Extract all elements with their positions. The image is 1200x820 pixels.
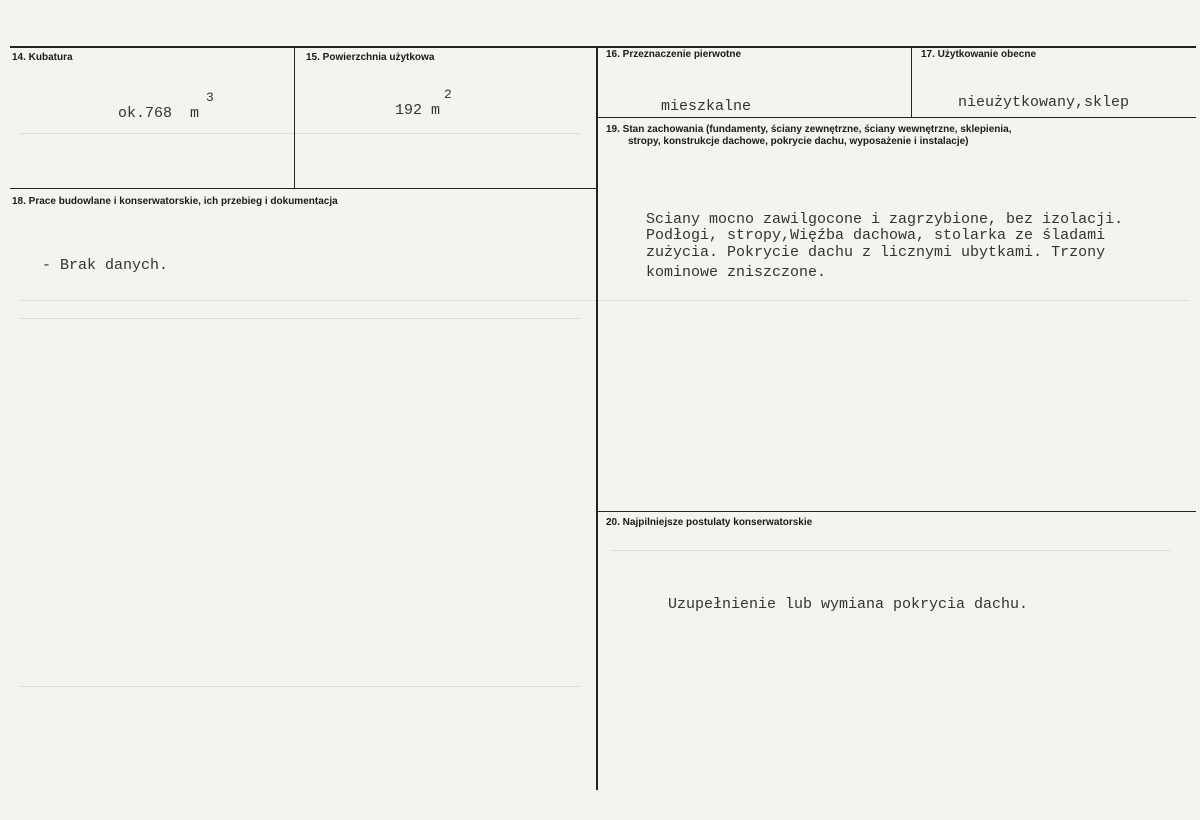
field-15-label: 15. Powierzchnia użytkowa — [306, 52, 435, 63]
show-through-line — [20, 300, 1190, 301]
field-18-label: 18. Prace budowlane i konserwatorskie, ich przebieg i dokumentacja — [12, 196, 338, 207]
show-through-line — [610, 550, 1170, 551]
show-through-line — [20, 133, 580, 134]
field-14-label: 14. Kubatura — [12, 52, 73, 63]
row-divider-right-bottom — [598, 511, 1196, 512]
field-17-label: 17. Użytkowanie obecne — [921, 49, 1037, 60]
field-14-value: ok.768 m — [118, 105, 200, 122]
row-divider-right-top — [598, 117, 1196, 118]
field-16-value: mieszkalne — [661, 98, 752, 115]
field-18-value: - Brak danych. — [42, 257, 169, 274]
field-17-value: nieużytkowany,sklep — [958, 94, 1130, 111]
field-16-label: 16. Przeznaczenie pierwotne — [606, 49, 742, 60]
show-through-line — [20, 318, 580, 319]
field-20-label: 20. Najpilniejsze postulaty konserwatorskie — [606, 517, 813, 528]
field-19-label-line2: stropy, konstrukcje dachowe, pokrycie dachu, wyposażenie i instalacje) — [628, 136, 969, 147]
field-19-line-1: Sciany mocno zawilgocone i zagrzybione, bez izolacji. — [646, 211, 1124, 228]
field-19-line-4: kominowe zniszczone. — [646, 264, 827, 281]
divider-16-17 — [911, 46, 912, 117]
row-divider-left — [10, 188, 596, 189]
field-19-line-2: Podłogi, stropy,Więźba dachowa, stolarka ze śladami — [646, 227, 1106, 244]
center-divider — [596, 46, 598, 790]
field-19-label-line1: 19. Stan zachowania (fundamenty, ściany zewnętrzne, ściany wewnętrzne, sklepienia, — [606, 124, 1012, 135]
field-15-value: 192 m — [395, 102, 441, 119]
field-14-exponent: 3 — [206, 90, 214, 105]
field-20-value: Uzupełnienie lub wymiana pokrycia dachu. — [668, 596, 1029, 613]
divider-14-15 — [294, 46, 295, 188]
show-through-line — [20, 686, 580, 687]
field-15-exponent: 2 — [444, 87, 452, 102]
top-border — [10, 46, 1196, 48]
field-19-line-3: zużycia. Pokrycie dachu z licznymi ubytkami. Trzony — [646, 244, 1106, 261]
